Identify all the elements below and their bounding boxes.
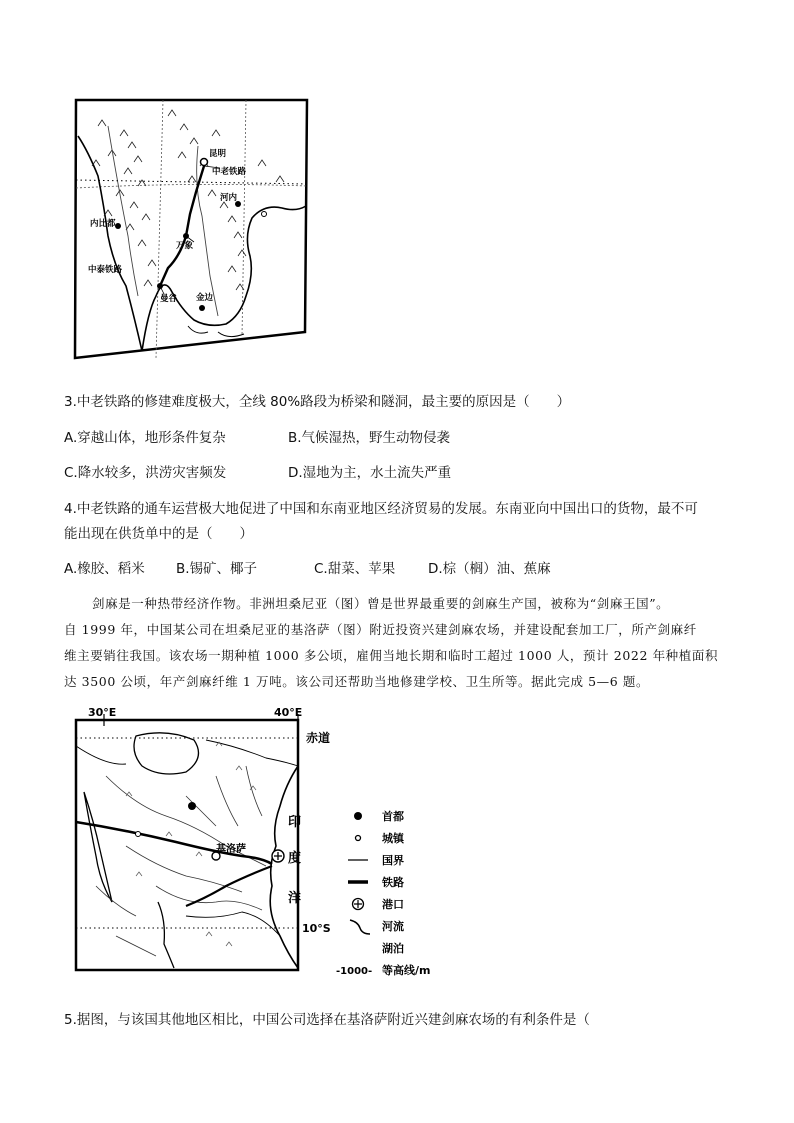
indochina-map	[68, 96, 313, 362]
q3-option-d[interactable]: D.湿地为主，水土流失严重	[288, 465, 452, 481]
capital-dodoma-symbol	[188, 802, 196, 810]
legend-town-label: 城镇	[382, 832, 404, 845]
q3-stem: 3.中老铁路的修建难度极大，全线 80%路段为桥梁和隧洞，最主要的原因是（ ）	[64, 394, 571, 410]
china-thai-railway-label: 中泰铁路	[88, 265, 123, 275]
q3-option-a[interactable]: A.穿越山体，地形条件复杂	[64, 430, 226, 446]
map2-legend	[336, 809, 430, 977]
vientiane-label: 万象	[176, 241, 194, 251]
haiphong-symbol	[262, 212, 267, 217]
legend-capital-symbol	[354, 812, 362, 820]
kunming-symbol	[201, 159, 208, 166]
lon-30e-label: 30°E	[88, 706, 117, 719]
ocean-char-1: 印	[288, 815, 302, 830]
lat-10s-label: 10°S	[302, 922, 331, 935]
legend-border-label: 国界	[382, 854, 404, 867]
legend-contour-label: 等高线/m	[382, 964, 431, 977]
naypyidaw-label: 内比都	[90, 219, 116, 229]
q4-option-c[interactable]: C.甜菜、苹果	[314, 561, 396, 577]
equator-label: 赤道	[306, 731, 331, 745]
kilosa-label: 基洛萨	[216, 844, 246, 855]
passage-line-2: 自 1999 年，中国某公司在坦桑尼亚的基洛萨（图）附近投资兴建剑麻农场，并建设配套加工厂，所产剑麻纤	[64, 622, 697, 637]
naypyidaw-symbol	[115, 223, 121, 229]
ocean-char-2: 度	[288, 851, 302, 866]
q4-option-b[interactable]: B.锡矿、椰子	[176, 561, 258, 577]
q4-option-d[interactable]: D.棕（榈）油、蕉麻	[428, 561, 551, 577]
bangkok-symbol	[157, 283, 163, 289]
ocean-char-3: 洋	[288, 891, 302, 906]
phnom-penh-symbol	[199, 305, 205, 311]
q3-option-b[interactable]: B.气候湿热，野生动物侵袭	[288, 430, 451, 446]
q4-stem-line1: 4.中老铁路的通车运营极大地促进了中国和东南亚地区经济贸易的发展。东南亚向中国出口的货物，最不可	[64, 501, 698, 517]
legend-lake-label: 湖泊	[382, 942, 404, 955]
lon-40e-label: 40°E	[274, 706, 303, 719]
legend-river-symbol	[350, 920, 370, 934]
passage	[64, 591, 744, 695]
legend-capital-label: 首都	[382, 810, 404, 823]
passage-line-4: 达 3500 公顷，年产剑麻纤维 1 万吨。该公司还帮助当地修建学校、卫生所等。据此完成 5—6 题。	[64, 674, 650, 689]
legend-river-label: 河流	[382, 920, 404, 933]
phnom-penh-label: 金边	[196, 293, 214, 303]
legend-town-symbol	[356, 836, 361, 841]
tanzania-map	[66, 706, 456, 978]
hanoi-label: 河内	[220, 193, 238, 203]
town-symbol	[136, 832, 141, 837]
q5-stem: 5.据图，与该国其他地区相比，中国公司选择在基洛萨附近兴建剑麻农场的有利条件是（	[64, 1012, 590, 1028]
bangkok-label: 曼谷	[160, 294, 178, 304]
vientiane-symbol	[183, 233, 189, 239]
q3-option-c[interactable]: C.降水较多，洪涝灾害频发	[64, 465, 227, 481]
kunming-label: 昆明	[209, 149, 227, 159]
legend-port-label: 港口	[382, 898, 404, 911]
legend-railway-label: 铁路	[382, 876, 404, 889]
china-laos-railway-label: 中老铁路	[212, 167, 247, 177]
q4-stem-line2: 能出现在供货单中的是（ ）	[64, 526, 253, 542]
legend-contour-sample: -1000-	[336, 966, 373, 977]
passage-line-3: 维主要销往我国。该农场一期种植 1000 多公顷，雇佣当地长期和临时工超过 1000 人，预计 2022 年种植面积	[64, 648, 719, 663]
passage-line-1: 剑麻是一种热带经济作物。非洲坦桑尼亚（图）曾是世界最重要的剑麻生产国，被称为“剑麻王国”。	[92, 596, 670, 611]
q4-option-a[interactable]: A.橡胶、稻米	[64, 561, 145, 577]
